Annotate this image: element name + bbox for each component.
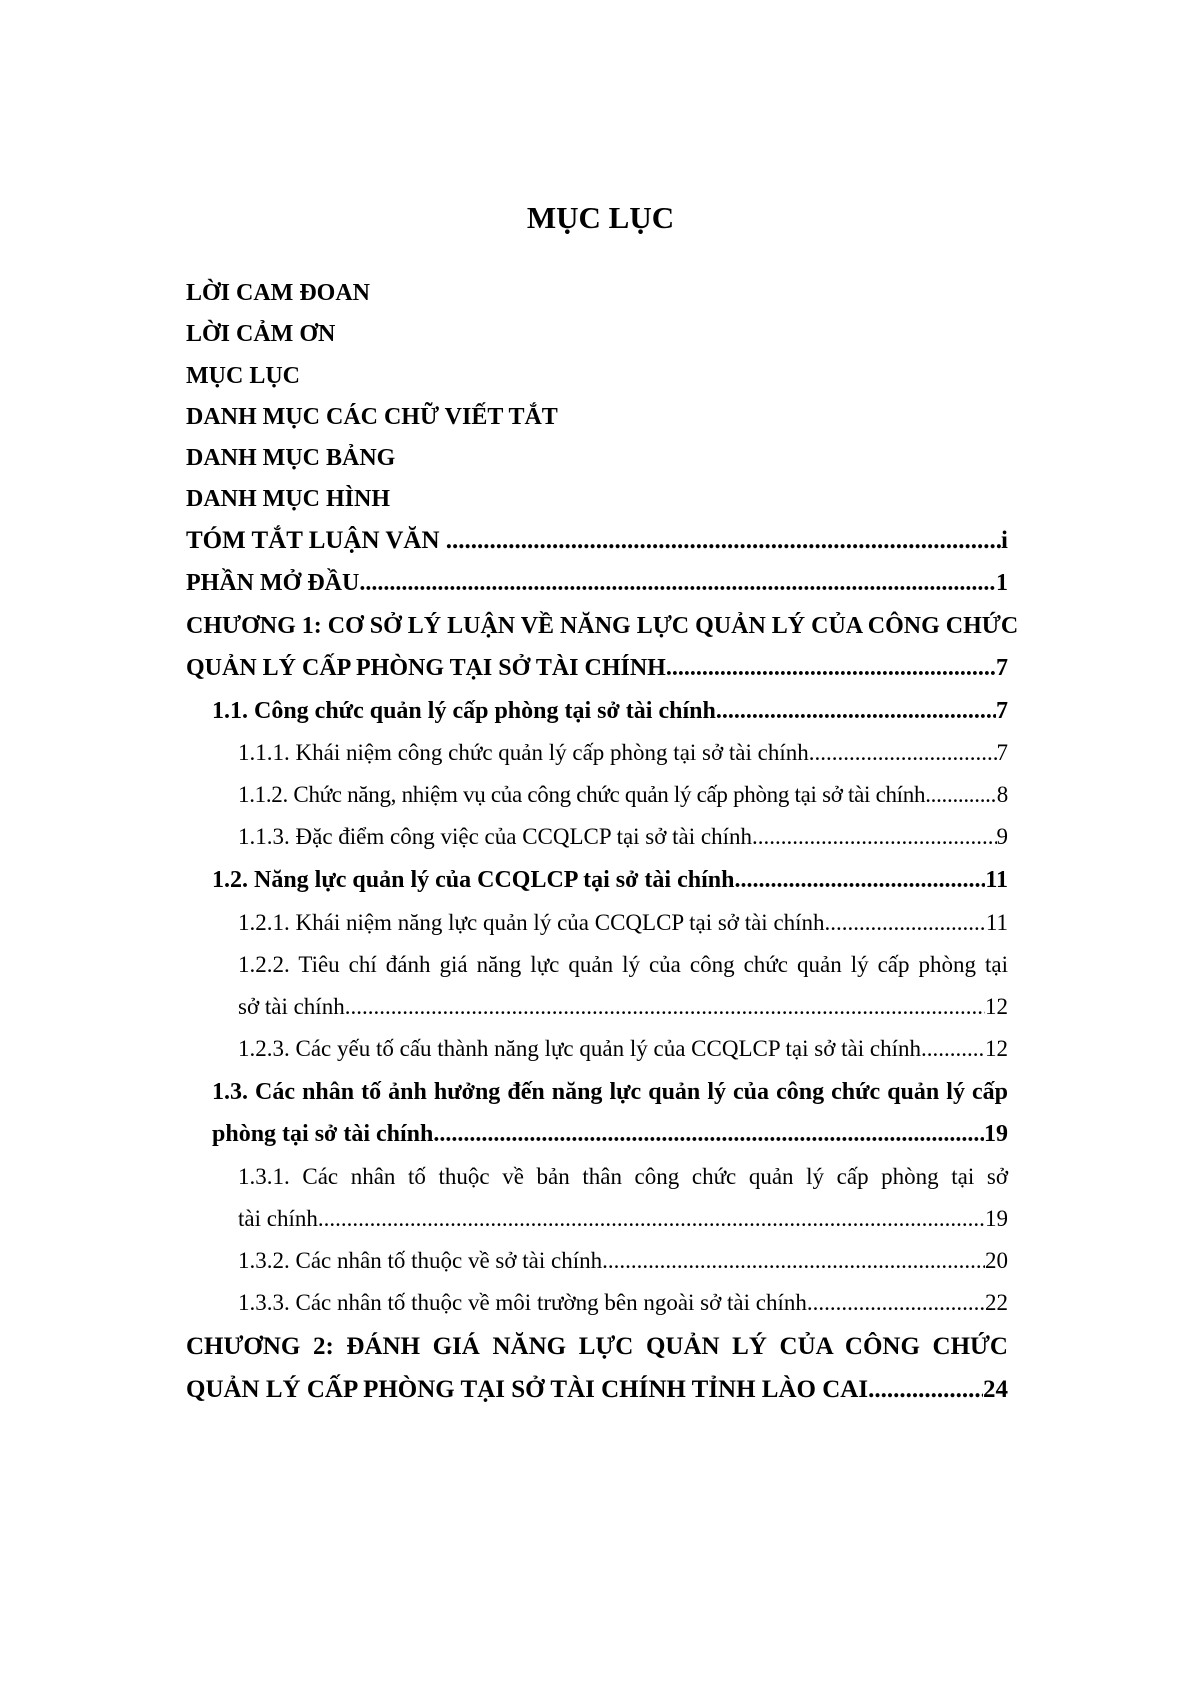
toc-leader-dots [318,1202,985,1236]
toc-entry-text: 1.2.2. Tiêu chí đánh giá năng lực quản lý của công chức quản lý cấp phòng tại [238,952,1008,977]
toc-entry[interactable] [186,482,390,516]
toc-entry[interactable] [238,1244,1008,1278]
toc-page-number: 12 [985,994,1008,1019]
toc-entry-text: PHẦN MỞ ĐẦU [186,570,360,596]
toc-entry-text: 1.1. Công chức quản lý cấp phòng tại sở tài chính [212,698,716,724]
toc-entry[interactable] [238,1032,1008,1066]
toc-page-number: 7 [996,655,1008,681]
toc-entry[interactable] [238,820,1008,854]
toc-leader-dots [809,736,997,770]
toc-page-number: 1 [996,570,1008,596]
toc-entry[interactable] [186,566,1008,600]
toc-entry-text: QUẢN LÝ CẤP PHÒNG TẠI SỞ TÀI CHÍNH [186,655,666,681]
toc-leader-dots [345,990,985,1024]
toc-entry[interactable] [186,400,558,434]
toc-entry-text: CHƯƠNG 1: CƠ SỞ LÝ LUẬN VỀ NĂNG LỰC QUẢN LÝ CỦA CÔNG CHỨC [186,613,1019,639]
toc-entry-text: LỜI CAM ĐOAN [186,280,370,306]
toc-page-number: 20 [985,1248,1008,1273]
toc-entry-text: 1.1.1. Khái niệm công chức quản lý cấp phòng tại sở tài chính [238,740,809,765]
toc-entry[interactable] [186,524,1008,558]
toc-entry-text: DANH MỤC HÌNH [186,486,390,512]
toc-leader-dots [807,1286,985,1320]
toc-page-number: 24 [983,1376,1008,1403]
toc-entry[interactable] [238,778,1008,812]
toc-leader-dots [359,566,996,600]
toc-entry[interactable] [212,1117,1008,1151]
toc-entry-text: CHƯƠNG 2: ĐÁNH GIÁ NĂNG LỰC QUẢN LÝ CỦA CÔNG CHỨC [186,1333,1008,1360]
toc-entry-text: DANH MỤC BẢNG [186,445,396,471]
toc-entry[interactable] [186,317,335,351]
toc-entry[interactable] [212,694,1008,728]
toc-entry-text: MỤC LỤC [186,363,300,389]
toc-leader-dots [666,651,996,685]
toc-entry-text: 1.2.3. Các yếu tố cấu thành năng lực quản lý của CCQLCP tại sở tài chính [238,1036,921,1061]
toc-entry[interactable] [186,651,1008,685]
toc-entry[interactable] [186,276,370,310]
toc-entry[interactable] [238,990,1008,1024]
toc-entry[interactable] [238,736,1008,770]
toc-page-number: 12 [985,1036,1008,1061]
toc-entry-text: 1.2. Năng lực quản lý của CCQLCP tại sở tài chính [212,867,735,893]
toc-page-number: 7 [996,698,1008,724]
toc-page-number: 19 [985,1206,1008,1231]
toc-leader-dots [602,1244,985,1278]
toc-entry[interactable] [238,1286,1008,1320]
toc-leader-dots [734,863,985,897]
toc-entry-text: phòng tại sở tài chính [212,1121,434,1147]
toc-page-number: 8 [996,782,1008,807]
toc-entry[interactable] [186,359,300,393]
toc-page-number: 7 [996,740,1008,765]
toc-page-number: 11 [985,910,1008,935]
toc-entry[interactable] [238,948,1008,982]
toc-entry-text: 1.2.1. Khái niệm năng lực quản lý của CCQLCP tại sở tài chính [238,910,825,935]
toc-leader-dots [433,1117,984,1151]
toc-entry[interactable] [186,609,1019,643]
toc-entry[interactable] [186,1373,1008,1407]
toc-leader-dots [868,1373,983,1407]
toc-entry-text: sở tài chính [238,994,345,1019]
toc-entry-text: DANH MỤC CÁC CHỮ VIẾT TẮT [186,404,558,430]
toc-leader-dots [921,1032,985,1066]
toc-entry[interactable] [238,1202,1008,1236]
toc-page-number: 11 [985,867,1008,893]
toc-page-number: 22 [985,1290,1008,1315]
toc-entry[interactable] [212,863,1008,897]
toc-leader-dots [752,820,996,854]
toc-entry-text: TÓM TẮT LUẬN VĂN [186,527,440,554]
toc-entry-text: 1.3. Các nhân tố ảnh hưởng đến năng lực quản lý của công chức quản lý cấp [212,1079,1008,1105]
toc-leader-dots [925,778,997,812]
toc-leader-dots [716,694,996,728]
toc-leader-dots [825,906,986,940]
toc-leader-dots [440,524,1002,558]
toc-entry-text: 1.3.3. Các nhân tố thuộc về môi trường bên ngoài sở tài chính [238,1290,807,1315]
toc-entry-text: QUẢN LÝ CẤP PHÒNG TẠI SỞ TÀI CHÍNH TỈNH LÀO CAI [186,1376,869,1403]
toc-entry-text: LỜI CẢM ƠN [186,321,336,347]
toc-title: MỤC LỤC [526,200,675,235]
toc-entry-text: 1.3.2. Các nhân tố thuộc về sở tài chính [238,1248,603,1273]
toc-entry-text: 1.1.2. Chức năng, nhiệm vụ của công chức quản lý cấp phòng tại sở tài chính [238,782,926,807]
toc-entry[interactable] [238,1160,1008,1194]
toc-entry[interactable] [212,1075,1008,1109]
toc-entry-text: 1.3.1. Các nhân tố thuộc về bản thân công chức quản lý cấp phòng tại sở [238,1164,1008,1189]
toc-page-number: 19 [984,1121,1008,1147]
toc-page-number: 9 [996,824,1008,849]
toc-entry-text: 1.1.3. Đặc điểm công việc của CCQLCP tại sở tài chính [238,824,753,849]
toc-entry[interactable] [186,1330,1008,1364]
toc-page-number: i [1001,527,1008,554]
toc-entry-text: tài chính [238,1206,318,1231]
toc-entry[interactable] [238,906,1008,940]
toc-entry[interactable] [186,441,395,475]
